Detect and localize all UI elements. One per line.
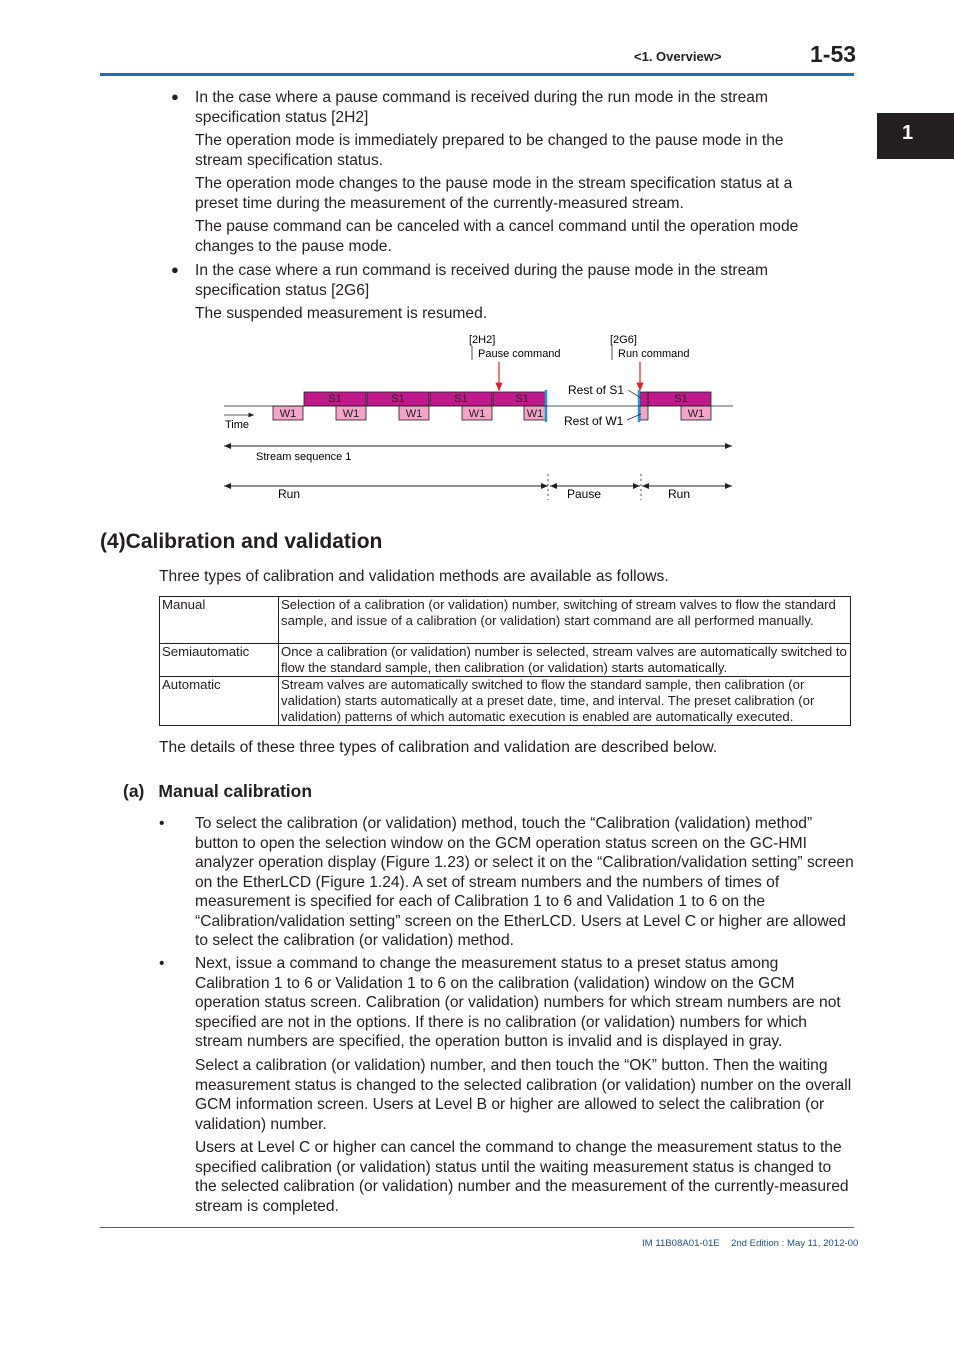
w1-label: W1 bbox=[279, 408, 297, 420]
method-desc: Stream valves are automatically switched to flow the standard sample, then calibration (or validation) starts automatically at a preset date, time, and interval. The preset calibration (or validation) patterns of which automatic execution is enabled are automatically executed. bbox=[279, 677, 851, 726]
method-type: Manual bbox=[160, 597, 279, 644]
label-2g6: [2G6] bbox=[610, 334, 637, 346]
method-type: Semiautomatic bbox=[160, 644, 279, 677]
rest-s1-label: Rest of S1 bbox=[568, 383, 625, 397]
footer-doc-number: IM 11B08A01-01E bbox=[642, 1238, 720, 1249]
method-desc: Selection of a calibration (or validation) number, switching of stream valves to flow the standard sample, and issue of a calibration (or validation) start command are all performed manually. bbox=[279, 597, 851, 644]
table-row bbox=[160, 644, 851, 677]
subsection-label: (a) bbox=[123, 781, 145, 801]
calibration-methods-table bbox=[159, 596, 851, 726]
page-number: 1-53 bbox=[810, 41, 857, 67]
bullet-para: Users at Level C or higher can cancel the command to change the measurement status to the specified calibration (or validation) status until the waiting measurement status is changed to the selected calibration (or validation) number and the measurement of the currently-measured stream is completed. bbox=[195, 1139, 849, 1215]
label-2h2: [2H2] bbox=[469, 334, 496, 346]
bullet-para: In the case where a pause command is received during the run mode in the stream specification status [2H2] bbox=[195, 89, 768, 126]
bullet-dot: ● bbox=[171, 89, 179, 104]
s1-label: S1 bbox=[328, 393, 342, 405]
bullet-para: In the case where a run command is received during the pause mode in the stream specification status [2G6] bbox=[195, 262, 768, 299]
w1-label: W1 bbox=[526, 408, 544, 420]
bullet-para: To select the calibration (or validation) method, touch the “Calibration (validation) method” button to open the selection window on the GCM operation status screen on the GC-HMI analyzer operation display (Figure 1.23) or select it on the “Calibration/validation setting” screen on the EtherLCD (Figure 1.24). A set of stream numbers and the numbers of times of measurement is specified for each of Calibration 1 to 6 and Validation 1 to 6 on the “Calibration/validation setting” screen on the EtherLCD. Users at Level C or higher are allowed to select the calibration (or validation) method. bbox=[195, 815, 854, 949]
w1-label: W1 bbox=[468, 408, 486, 420]
s1-label: S1 bbox=[454, 393, 468, 405]
bullet-dot: • bbox=[159, 955, 165, 972]
bullet-para: The operation mode is immediately prepared to be changed to the pause mode in the stream specification status. bbox=[195, 132, 784, 169]
bullet-para: The operation mode changes to the pause mode in the stream specification status at a preset time during the measurement of the currently-measured stream. bbox=[195, 175, 793, 212]
label-pause-command: Pause command bbox=[478, 348, 561, 360]
method-type: Automatic bbox=[160, 677, 279, 726]
bullet-para: Select a calibration (or validation) number, and then touch the “OK” button. Then the waiting measurement status is changed to the selected calibration (or validation) number on the overall GCM information screen. Users at Level B or higher are allowed to select the calibration (or validation) number. bbox=[195, 1057, 852, 1133]
subsection-title: Manual calibration bbox=[158, 781, 313, 801]
after-table-text: The details of these three types of calibration and validation are described below. bbox=[159, 739, 718, 756]
rest-w1-label: Rest of W1 bbox=[564, 414, 624, 428]
w1-label: W1 bbox=[405, 408, 423, 420]
header-section: <1. Overview> bbox=[634, 49, 722, 64]
s1-label: S1 bbox=[674, 393, 688, 405]
stream-sequence-label: Stream sequence 1 bbox=[256, 451, 352, 463]
footer-rule bbox=[100, 1227, 854, 1228]
rest-w1-block bbox=[640, 406, 648, 420]
bullet-para: Next, issue a command to change the measurement status to a preset status among Calibration 1 to 6 or Validation 1 to 6 on the calibration (validation) window on the GCM operation status screen. Calibration (or validation) numbers for which stream numbers are not specified are not in the options. If there is no calibration (or validation) numbers for which stream numbers are specified, the operation button is invalid and is displayed in gray. bbox=[195, 955, 841, 1050]
chapter-tab: 1 bbox=[877, 113, 954, 159]
time-label: Time bbox=[225, 419, 250, 431]
footer-edition: 2nd Edition : May 11, 2012-00 bbox=[731, 1238, 859, 1249]
subsection-heading bbox=[123, 781, 312, 802]
w1-label: W1 bbox=[342, 408, 360, 420]
section-intro: Three types of calibration and validation methods are available as follows. bbox=[159, 568, 669, 585]
pause-label: Pause bbox=[566, 487, 602, 501]
bullet-para: The pause command can be canceled with a cancel command until the operation mode changes to the pause mode. bbox=[195, 218, 799, 255]
section-heading: (4)Calibration and validation bbox=[100, 530, 383, 553]
label-run-command: Run command bbox=[618, 348, 690, 360]
bullet-dot: ● bbox=[171, 262, 179, 277]
rest-s1-block bbox=[640, 392, 648, 406]
bullet-para: The suspended measurement is resumed. bbox=[195, 305, 488, 322]
run-label: Run bbox=[667, 487, 691, 501]
table-row bbox=[160, 597, 851, 644]
method-desc: Once a calibration (or validation) number is selected, stream valves are automatically switched to flow the standard sample, then calibration (or validation) starts automatically. bbox=[279, 644, 851, 677]
timing-diagram bbox=[0, 0, 954, 520]
s1-label: S1 bbox=[515, 393, 529, 405]
run-label: Run bbox=[277, 487, 301, 501]
table-row bbox=[160, 677, 851, 726]
s1-label: S1 bbox=[391, 393, 405, 405]
bullet-dot: • bbox=[159, 815, 165, 832]
w1-label: W1 bbox=[687, 408, 705, 420]
